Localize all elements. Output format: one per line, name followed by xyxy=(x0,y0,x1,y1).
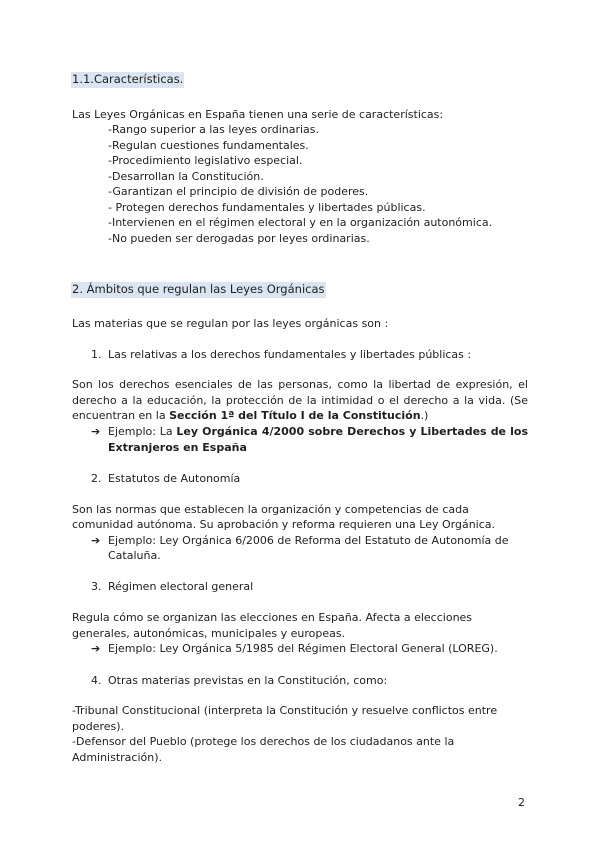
arrow-bullet-icon: ➔ xyxy=(91,425,101,438)
paragraph-line: comunidad autónoma. Su aprobación y reforma requieren una Ley Orgánica. xyxy=(72,518,496,531)
item-number: 3. xyxy=(91,580,102,593)
arrow-bullet-icon: ➔ xyxy=(91,642,101,655)
example-line: Cataluña. xyxy=(108,549,161,562)
list-item: -Procedimiento legislativo especial. xyxy=(108,154,303,167)
list-item: -Desarrollan la Constitución. xyxy=(108,170,264,183)
paragraph-line: generales, autonómicas, municipales y europeas. xyxy=(72,627,346,640)
item-title-regimen-electoral: Régimen electoral general xyxy=(108,580,254,593)
constitution-reference: Sección 1ª del Título I de la Constitución xyxy=(169,409,421,422)
example-line xyxy=(108,424,528,440)
text-run: encuentran en la xyxy=(72,409,170,422)
paragraph-line: Son los derechos esenciales de las personas, como la libertad de expresión, el xyxy=(72,378,528,391)
arrow-bullet-icon: ➔ xyxy=(91,534,101,547)
item-title-estatutos: Estatutos de Autonomía xyxy=(108,472,241,485)
section-heading-ambitos: 2. Ámbitos que regulan las Leyes Orgánicas xyxy=(72,282,325,296)
list-item: -Intervienen en el régimen electoral y en la organización autonómica. xyxy=(108,216,493,229)
text-run: Ejemplo: La xyxy=(108,425,177,438)
example-line: Ejemplo: Ley Orgánica 6/2006 de Reforma del Estatuto de Autonomía de xyxy=(108,534,509,547)
item-number: 1. xyxy=(91,348,102,361)
list-item: - Protegen derechos fundamentales y libertades públicas. xyxy=(108,201,426,214)
list-item: -Rango superior a las leyes ordinarias. xyxy=(108,123,320,136)
example-line: Ejemplo: Ley Orgánica 5/1985 del Régimen Electoral General (LOREG). xyxy=(108,642,498,655)
item-title-otras-materias: Otras materias previstas en la Constitución, como: xyxy=(108,674,388,687)
paragraph-line: Administración). xyxy=(72,751,163,764)
list-item: -Garantizan el principio de división de poderes. xyxy=(108,185,369,198)
characteristics-intro: Las Leyes Orgánicas en España tienen una serie de características: xyxy=(72,108,444,121)
list-item: -Regulan cuestiones fundamentales. xyxy=(108,139,309,152)
item-number: 2. xyxy=(91,472,102,485)
paragraph-line: -Tribunal Constitucional (interpreta la Constitución y resuelve conflictos entre xyxy=(72,704,498,717)
page-number: 2 xyxy=(518,796,525,809)
item-title-derechos: Las relativas a los derechos fundamentales y libertades públicas : xyxy=(108,348,472,361)
paragraph-line: -Defensor del Pueblo (protege los derechos de los ciudadanos ante la xyxy=(72,735,455,748)
paragraph-line: Regula cómo se organizan las elecciones en España. Afecta a elecciones xyxy=(72,611,473,624)
paragraph-line: derecho a la educación, la protección de la intimidad o el derecho a la vida. (Se xyxy=(72,394,528,407)
ambitos-intro: Las materias que se regulan por las leyes orgánicas son : xyxy=(72,317,389,330)
list-item: -No pueden ser derogadas por leyes ordinarias. xyxy=(108,232,370,245)
paragraph-line xyxy=(72,408,428,424)
section-heading-caracteristicas: 1.1.Características. xyxy=(72,72,184,86)
text-run: .) xyxy=(420,409,429,422)
item-number: 4. xyxy=(91,674,102,687)
paragraph-line: Son las normas que establecen la organización y competencias de cada xyxy=(72,503,469,516)
paragraph-line: poderes). xyxy=(72,720,125,733)
law-reference: Ley Orgánica 4/2000 sobre Derechos y Libertades de los xyxy=(176,425,528,438)
law-reference: Extranjeros en España xyxy=(108,441,247,454)
